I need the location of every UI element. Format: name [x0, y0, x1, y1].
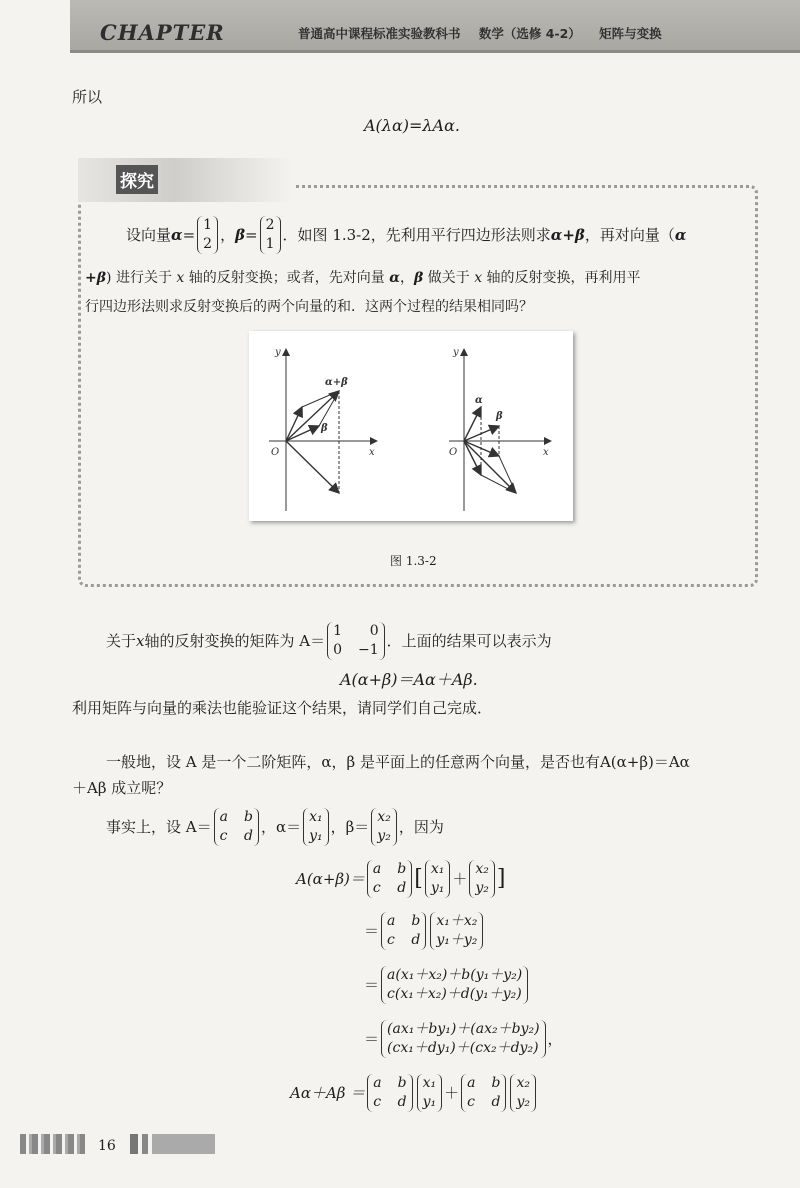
- plus-sign: ＋: [444, 1084, 460, 1102]
- text-span: ，β＝: [330, 818, 370, 836]
- reflection-matrix: [327, 622, 385, 660]
- cell: b: [397, 861, 407, 877]
- text-span: 轴的反射变换，再利用平: [482, 270, 641, 286]
- body-line-3a: 一般地，设 A 是一个二阶矩阵，α，β 是平面上的任意两个向量，是否也有A(α+β)＝Aα: [106, 753, 690, 771]
- beta-symbol: β: [235, 226, 246, 244]
- sum-vector: [430, 912, 483, 950]
- comma: ，: [547, 1030, 563, 1048]
- cell: a: [219, 809, 228, 825]
- cell: a: [372, 861, 382, 877]
- axis-y-label: y: [275, 347, 281, 358]
- vector-1: [425, 860, 451, 898]
- cell: y₁＋y₂: [436, 932, 478, 948]
- vector-1: [417, 1074, 443, 1112]
- lhs: Aα＋Aβ ＝: [290, 1084, 366, 1102]
- cell: a: [373, 1075, 382, 1091]
- derivation-step-3: [364, 966, 530, 1004]
- vector-2: [510, 1074, 536, 1112]
- eq-sign: ＝: [364, 1030, 380, 1048]
- text-span: 轴的反射变换的矩阵为 A＝: [144, 632, 326, 650]
- explore-label: 探究: [116, 165, 158, 194]
- derivation-step-1: A(α+β)＝ a b c d [ x₁ y₁ ＋ x₂ y₂ ]: [296, 861, 506, 896]
- cell: c: [372, 880, 381, 896]
- text-span: ．上面的结果可以表示为: [386, 632, 552, 650]
- origin-label: O: [271, 447, 280, 458]
- eq-sign: ＝: [364, 922, 380, 940]
- page-number: 16: [98, 1138, 116, 1154]
- cell: c: [467, 1094, 475, 1110]
- suoyi-text: 所以: [72, 88, 103, 106]
- body-line-1: [106, 622, 552, 660]
- cell: 0: [333, 642, 343, 658]
- eq-sign: =: [182, 226, 196, 244]
- cell: 1: [333, 623, 343, 639]
- matrix-A: [367, 860, 412, 898]
- explore-line-3: 行四边形法则求反射变换后的两个向量的和．这两个过程的结果相同吗？: [85, 299, 533, 315]
- cell: y₂: [377, 828, 391, 844]
- text-span: +β: [85, 270, 107, 286]
- cell: a(x₁＋x₂)＋b(y₁＋y₂): [387, 967, 523, 983]
- right-diagram: [449, 347, 551, 511]
- alpha-symbol: α: [389, 270, 400, 286]
- text-span: ，α＝: [260, 818, 302, 836]
- equation-1: A(λα)=λAα.: [364, 116, 460, 135]
- text-span: 事实上，设 A＝: [106, 818, 212, 836]
- cell: c: [387, 932, 395, 948]
- plus-sign: ＋: [452, 870, 468, 888]
- cell: d: [243, 828, 253, 844]
- body-line-3b: ＋Aβ 成立呢？: [72, 779, 172, 797]
- explore-tab: [78, 158, 293, 202]
- cell: x₂: [516, 1075, 530, 1091]
- cell: c: [373, 1094, 382, 1110]
- derivation-step-5: [290, 1074, 538, 1112]
- cell: 0: [369, 623, 379, 639]
- cell: −1: [358, 642, 379, 658]
- cell: d: [411, 932, 421, 948]
- x-symbol: x: [474, 270, 483, 286]
- x-symbol: x: [176, 270, 185, 286]
- beta-symbol: β: [414, 270, 424, 286]
- alpha-vector: [197, 216, 218, 254]
- matrix-A: [214, 808, 259, 846]
- eq-sign: ＝: [364, 976, 380, 994]
- cell: y₁: [430, 880, 445, 896]
- cell: 1: [265, 236, 275, 252]
- cell: (ax₁＋by₁)＋(ax₂＋by₂): [387, 1021, 540, 1037]
- cell: a: [467, 1075, 476, 1091]
- text-span: 设向量: [126, 226, 172, 244]
- origin-label: O: [449, 447, 458, 458]
- body-line-2: 利用矩阵与向量的乘法也能验证这个结果，请同学们自己完成．: [72, 699, 493, 717]
- cell: x₁: [309, 809, 323, 825]
- alpha-symbol: α: [674, 226, 687, 244]
- running-head: [298, 24, 676, 42]
- text-span: ．如图 1.3-2，先利用平行四边形法则求: [282, 226, 551, 244]
- lhs: A(α+β)＝: [296, 870, 365, 888]
- chapter-label: CHAPTER: [100, 20, 225, 45]
- cell: 1: [203, 217, 213, 233]
- text-span: ，: [400, 270, 414, 286]
- text-span: 轴的反射变换；或者，先对向量: [184, 270, 390, 286]
- sum-symbol: α+β: [550, 226, 585, 244]
- explore-line-1: 设向量 α = 1 2 ， β = 2 1 ．如图 1.3-2，先利用平行四边形法则求 α+β ，再对向量（ α: [126, 217, 687, 252]
- text-span: ) 进行关于: [106, 270, 177, 286]
- derivation-step-4: [364, 1020, 563, 1058]
- sum-label: α+β: [325, 377, 348, 388]
- book-title: 普通高中课程标准实验教科书: [298, 26, 461, 41]
- cell: 2: [265, 217, 275, 233]
- eq-sign: =: [245, 226, 258, 244]
- cell: y₁: [422, 1094, 437, 1110]
- axis-y-label: y: [453, 347, 459, 358]
- subject-title: 数学（选修 4-2）: [478, 26, 581, 41]
- cell: y₁: [309, 828, 323, 844]
- text-span: 关于: [106, 632, 137, 650]
- cell: b: [411, 913, 421, 929]
- cell: b: [243, 809, 253, 825]
- beta-vector: [260, 216, 281, 254]
- cell: c: [219, 828, 228, 844]
- cell: x₂: [377, 809, 391, 825]
- alpha-vector: [303, 808, 329, 846]
- beta-label: β: [321, 423, 328, 434]
- cell: b: [397, 1075, 407, 1091]
- body-line-4: [106, 808, 444, 846]
- derivation-step-2: [364, 912, 485, 950]
- cell: b: [491, 1075, 501, 1091]
- matrix-A: [381, 912, 426, 950]
- axis-x-label: x: [369, 447, 375, 458]
- cell: y₂: [475, 880, 489, 896]
- cell: d: [397, 880, 407, 896]
- footer-decoration-left: [20, 1134, 85, 1154]
- cell: a: [387, 913, 396, 929]
- explore-line-2: [85, 268, 641, 288]
- cell: x₁: [430, 861, 445, 877]
- text-span: ，再对向量（: [584, 226, 675, 244]
- axis-x-label: x: [543, 447, 549, 458]
- topic-title: 矩阵与变换: [599, 26, 662, 41]
- vector-2: [469, 860, 495, 898]
- equation-2: A(α+β)＝Aα＋Aβ.: [340, 670, 478, 689]
- alpha-symbol: α: [171, 226, 183, 244]
- footer-decoration-right: [130, 1134, 215, 1154]
- alpha-label: α: [475, 395, 483, 406]
- figure-panel: [249, 331, 573, 521]
- cell: x₁: [422, 1075, 437, 1091]
- text-span: 做关于: [423, 270, 475, 286]
- beta-vector: [371, 808, 397, 846]
- matrix-A: [461, 1074, 506, 1112]
- left-diagram: [269, 347, 377, 511]
- figure-caption: 图 1.3-2: [390, 554, 437, 568]
- cell: d: [491, 1094, 501, 1110]
- x-symbol: x: [136, 632, 145, 650]
- result-vector-2: [381, 1020, 546, 1058]
- cell: c(x₁＋x₂)＋d(y₁＋y₂): [387, 986, 522, 1002]
- reflection-diagram: [249, 331, 573, 521]
- cell: x₂: [475, 861, 489, 877]
- cell: 2: [203, 236, 213, 252]
- cell: y₂: [516, 1094, 530, 1110]
- beta-label: β: [496, 411, 503, 422]
- cell: x₁＋x₂: [436, 913, 478, 929]
- result-vector-1: [381, 966, 528, 1004]
- text-span: ，因为: [398, 818, 444, 836]
- cell: d: [397, 1094, 407, 1110]
- cell: (cx₁＋dy₁)＋(cx₂＋dy₂): [387, 1040, 539, 1056]
- matrix-A: [367, 1074, 412, 1112]
